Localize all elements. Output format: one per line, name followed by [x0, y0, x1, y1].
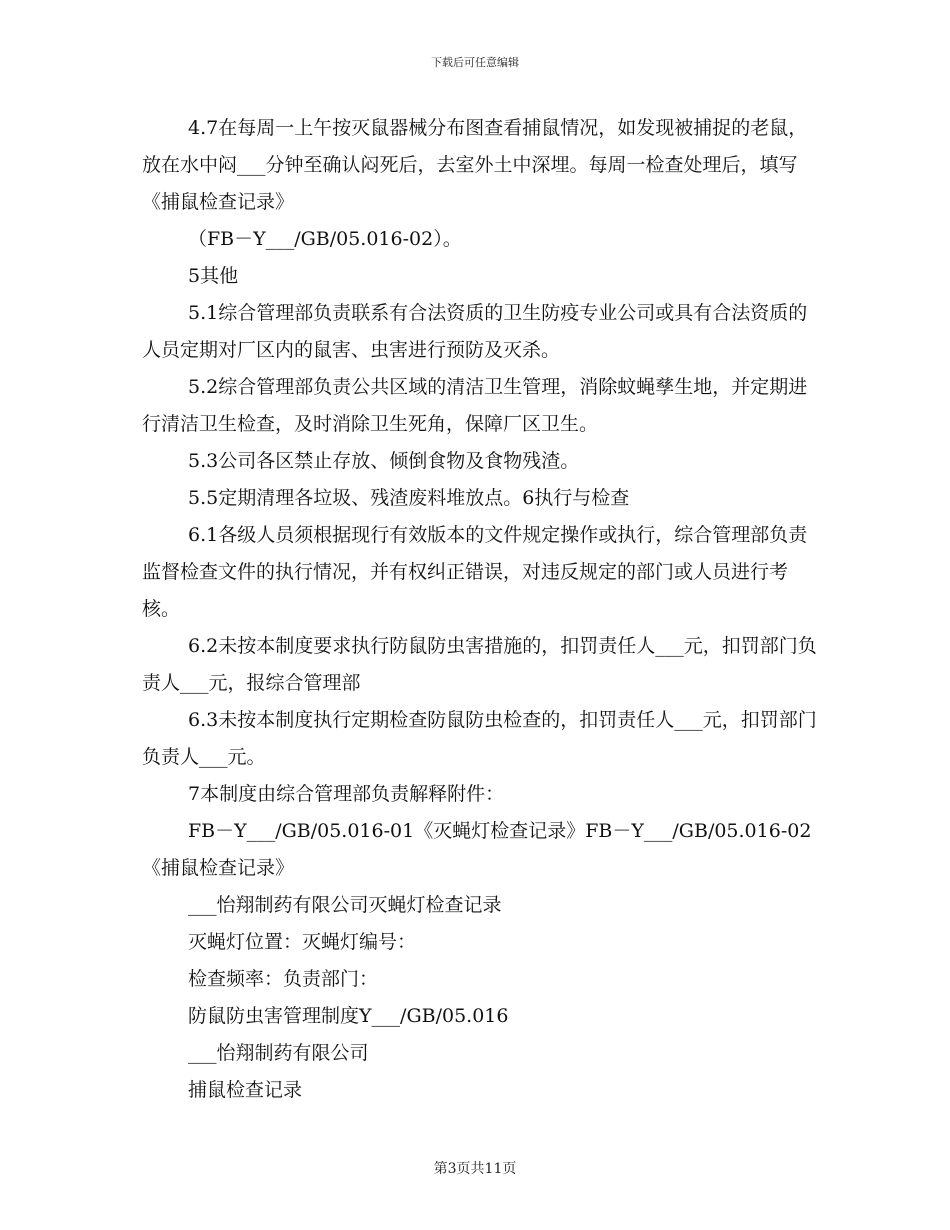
paragraph-4-7: 4.7在每周一上午按灭鼠器械分布图查看捕鼠情况，如发现被捕捉的老鼠，放在水中闷___分钟至确认闷死后，去室外土中深埋。每周一检查处理后，填写《捕鼠检查记录》 [142, 117, 808, 213]
field-policy-code: 防鼠防虫害管理制度Y___/GB/05.016 [188, 1005, 509, 1027]
paragraph-6-2: 6.2未按本制度要求执行防鼠防虫害措施的，扣罚责任人___元，扣罚部门负责人___元，报综合管理部 [142, 635, 817, 694]
paragraph-6-1: 6.1各级人员须根据现行有效版本的文件规定操作或执行，综合管理部负责监督检查文件的执行情况，并有权纠正错误，对违反规定的部门或人员进行考核。 [142, 524, 808, 620]
paragraph-5-5: 5.5定期清理各垃圾、残渣废料堆放点。6执行与检查 [188, 487, 630, 509]
paragraph-5-1: 5.1综合管理部负责联系有合法资质的卫生防疫专业公司或具有合法资质的人员定期对厂区内的鼠害、虫害进行预防及灭杀。 [142, 302, 808, 361]
field-lamp-location: 灭蝇灯位置：灭蝇灯编号： [188, 931, 417, 953]
document-body [142, 110, 822, 1109]
form-title-fly-lamp: ___怡翔制药有限公司灭蝇灯检查记录 [188, 894, 502, 916]
form-title-rodent: 捕鼠检查记录 [188, 1079, 303, 1101]
paragraph-attachments: FB－Y___/GB/05.016-01《灭蝇灯检查记录》FB－Y___/GB/05.016-02《捕鼠检查记录》 [142, 820, 812, 879]
paragraph-6-3: 6.3未按本制度执行定期检查防鼠防虫检查的，扣罚责任人___元，扣罚部门负责人___元。 [142, 709, 817, 768]
page-header: 下载后可任意编辑 [431, 56, 519, 69]
paragraph-7: 7本制度由综合管理部负责解释附件： [188, 783, 505, 805]
paragraph-form-code: （FB－Y___/GB/05.016-02）。 [188, 228, 462, 250]
company-name: ___怡翔制药有限公司 [188, 1042, 369, 1064]
page-footer: 第3页共11页 [433, 1161, 517, 1177]
paragraph-5-2: 5.2综合管理部负责公共区域的清洁卫生管理，消除蚊蝇孳生地，并定期进行清洁卫生检查，及时消除卫生死角，保障厂区卫生。 [142, 376, 808, 435]
field-check-frequency: 检查频率：负责部门： [188, 968, 379, 990]
paragraph-5-3: 5.3公司各区禁止存放、倾倒食物及食物残渣。 [188, 450, 580, 472]
section-5-heading: 5其他 [188, 265, 239, 287]
